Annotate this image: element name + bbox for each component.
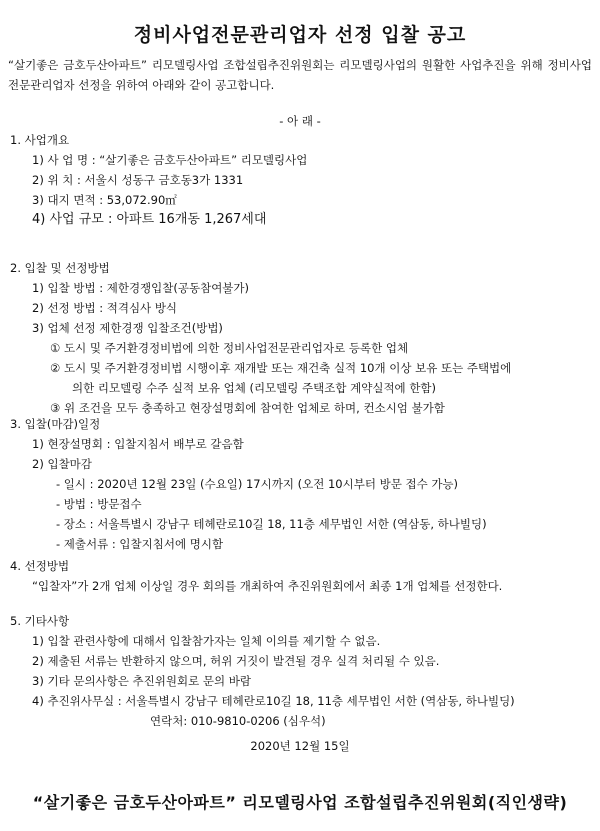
section-business-overview <box>10 130 595 230</box>
misc-item: 4) 추진위사무실 : 서울특별시 강남구 테헤란로10길 18, 11층 세무법인 서한 (역삼동, 하나빌딩) <box>32 694 515 708</box>
intro-paragraph: “살기좋은 금호두산아파트” 리모델링사업 조합설립추진위원회는 리모델링사업의 원활한 사업추진을 위해 정비사업전문관리업자 선정을 위하여 아래와 같이 공고합니다. <box>8 58 592 92</box>
misc-item: 3) 기타 문의사항은 추진위원회로 문의 바람 <box>32 674 251 688</box>
section-schedule <box>10 414 595 554</box>
condition-item: ② 도시 및 주거환경정비법 시행이후 재개발 또는 재건축 실적 10개 이상 보유 또는 주택법에 <box>50 361 512 375</box>
schedule-item: 1) 현장설명회 : 입찰지침서 배부로 갈음함 <box>32 437 244 451</box>
section-heading: 4. 선정방법 <box>10 559 70 573</box>
arae-label: - 아 래 - <box>279 114 321 128</box>
document-title: 정비사업전문관리업자 선정 입찰 공고 <box>133 24 467 46</box>
section-misc <box>10 611 595 731</box>
overview-item: 2) 위 치 : 서울시 성동구 금호동3가 1331 <box>32 173 244 187</box>
condition-item: ③ 위 조건을 모두 충족하고 현장설명회에 참여한 업체로 하며, 컨소시엄 불가함 <box>50 401 445 415</box>
section-heading: 5. 기타사항 <box>10 614 70 628</box>
deadline-detail: - 방법 : 방문접수 <box>56 497 142 511</box>
issuer-footer: “살기좋은 금호두산아파트” 리모델링사업 조합설립추진위원회(직인생략) <box>32 793 568 812</box>
section-heading: 3. 입찰(마감)일정 <box>10 417 101 431</box>
section-heading: 2. 입찰 및 선정방법 <box>10 261 110 275</box>
overview-item: 4) 사업 규모 : 아파트 16개동 1,267세대 <box>32 212 267 227</box>
schedule-item: 2) 입찰마감 <box>32 457 92 471</box>
overview-item: 1) 사 업 명 : “살기좋은 금호두산아파트” 리모델링사업 <box>32 153 308 167</box>
section-heading: 1. 사업개요 <box>10 133 70 147</box>
misc-item: 2) 제출된 서류는 반환하지 않으며, 허위 거짓이 발견될 경우 실격 처리될 수 있음. <box>32 654 440 668</box>
method-item: 1) 입찰 방법 : 제한경쟁입찰(공동참여불가) <box>32 281 250 295</box>
deadline-detail: - 일시 : 2020년 12월 23일 (수요일) 17시까지 (오전 10시부터 방문 접수 가능) <box>56 477 459 491</box>
method-item: 2) 선정 방법 : 적격심사 방식 <box>32 301 178 315</box>
condition-item: ① 도시 및 주거환경정비법에 의한 정비사업전문관리업자로 등록한 업체 <box>50 341 409 355</box>
section-selection-method <box>10 556 595 596</box>
method-item: 3) 업체 선정 제한경쟁 입찰조건(방법) <box>32 321 223 335</box>
section-bid-method <box>10 258 595 418</box>
deadline-detail: - 제출서류 : 입찰지침서에 명시함 <box>56 537 224 551</box>
contact-info: 연락처: 010-9810-0206 (심우석) <box>150 714 326 728</box>
overview-item: 3) 대지 면적 : 53,072.90㎡ <box>32 193 177 207</box>
deadline-detail: - 장소 : 서울특별시 강남구 테헤란로10길 18, 11층 세무법인 서한 (역삼동, 하나빌딩) <box>56 517 487 531</box>
condition-item: 의한 리모델링 수주 실적 보유 업체 (리모델링 주택조합 계약실적에 한함) <box>72 381 437 395</box>
selection-text: “입찰자”가 2개 업체 이상일 경우 회의를 개최하여 추진위원회에서 최종 1개 업체를 선정한다. <box>32 579 503 593</box>
notice-date: 2020년 12월 15일 <box>250 739 350 753</box>
misc-item: 1) 입찰 관련사항에 대해서 입찰참가자는 일체 이의를 제기할 수 없음. <box>32 634 381 648</box>
